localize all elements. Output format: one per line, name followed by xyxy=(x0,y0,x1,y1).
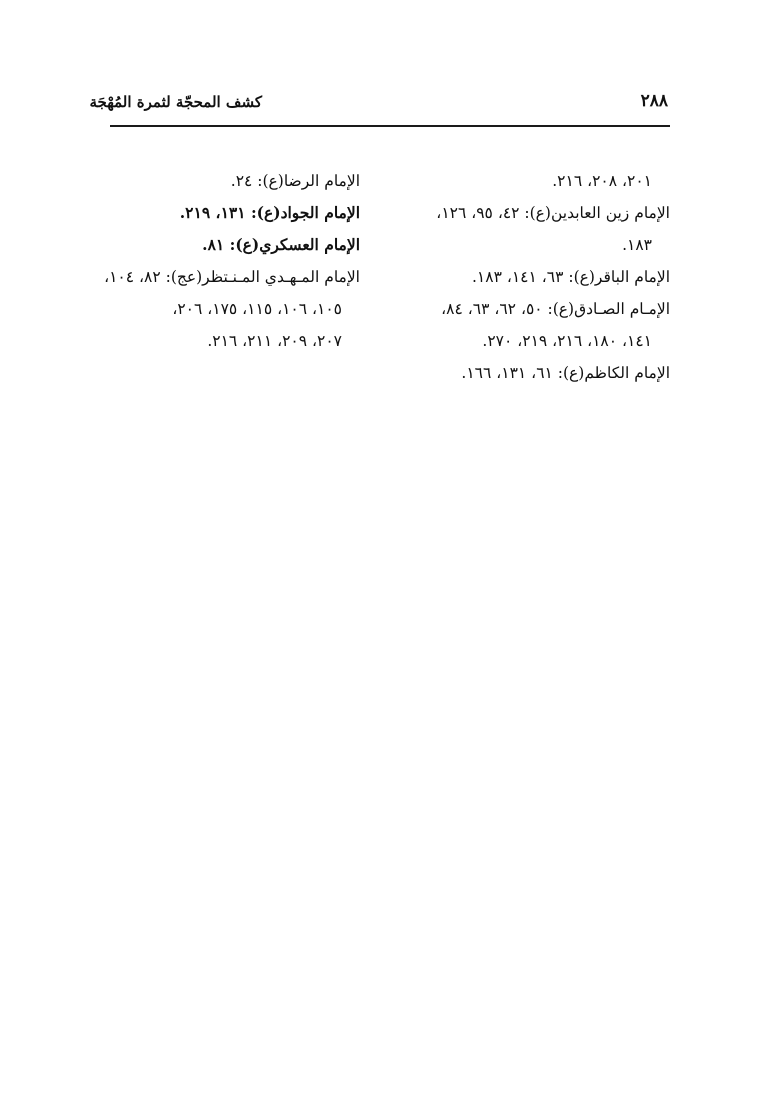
index-entry: الإمام الكاظم(ع): ٦١، ١٣١، ١٦٦. xyxy=(461,364,670,382)
index-entry: الإمام زين العابدين(ع): ٤٢، ٩٥، ١٢٦، xyxy=(436,204,670,222)
index-entry: الإمـام الصـادق(ع): ٥٠، ٦٢، ٦٣، ٨٤، xyxy=(441,300,670,318)
index-entry: ١٤١، ١٨٠، ٢١٦، ٢١٩، ٢٧٠. xyxy=(482,332,652,350)
index-entry: الإمام العسكري(ع): ٨١. xyxy=(202,235,360,254)
index-entry: الإمام الباقر(ع): ٦٣، ١٤١، ١٨٣. xyxy=(471,268,670,286)
index-column-left xyxy=(95,165,360,357)
page-number: ٢٨٨ xyxy=(640,91,668,111)
index-entry: ٢٠١، ٢٠٨، ٢١٦. xyxy=(552,172,652,190)
index-entry: الإمام الجواد(ع): ١٣١، ٢١٩. xyxy=(179,203,360,222)
index-entry: الإمام المـهـدي المـنـتظر(عج): ٨٢، ١٠٤، xyxy=(104,268,360,286)
index-entry: ١٠٥، ١٠٦، ١١٥، ١٧٥، ٢٠٦، xyxy=(172,300,342,318)
running-title: كشف المحجّة لثمرة المُهْجَة xyxy=(89,93,262,111)
index-entry: ١٨٣. xyxy=(622,236,652,254)
index-entry: ٢٠٧، ٢٠٩، ٢١١، ٢١٦. xyxy=(207,332,342,350)
index-entry: الإمام الرضا(ع): ٢٤. xyxy=(230,172,360,190)
index-column-right xyxy=(405,165,670,389)
header-divider xyxy=(110,125,670,127)
